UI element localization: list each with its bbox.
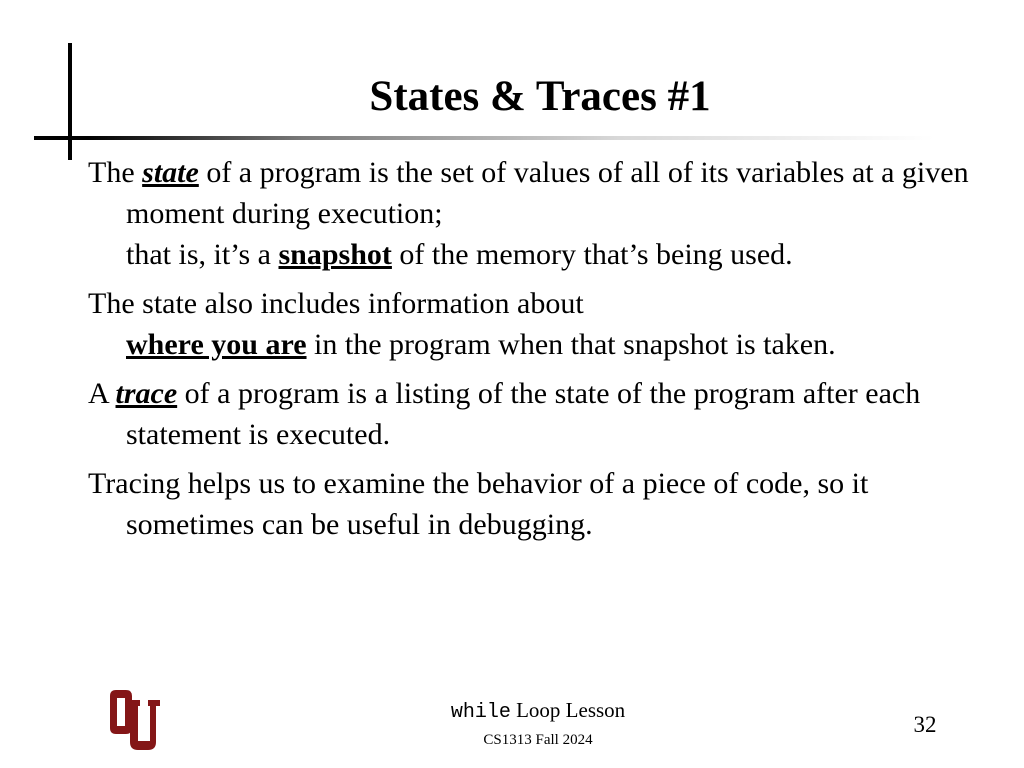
- text-run: Tracing helps us to examine the behavior of a piece of code, so it sometimes can be useful in debugging.: [88, 467, 869, 541]
- paragraph: [88, 373, 988, 455]
- text-run: that is, it’s a: [126, 238, 279, 271]
- frame-vertical-line: [68, 43, 72, 160]
- text-run: of a program is a listing of the state of the program after each statement is executed.: [126, 377, 921, 451]
- term-where-you-are: where you are: [126, 328, 307, 361]
- footer-course: CS1313 Fall 2024: [483, 732, 593, 748]
- footer-code-word: while: [450, 701, 511, 724]
- text-run: of the memory that’s being used.: [391, 238, 793, 271]
- footer-lesson-label: Loop Lesson: [510, 698, 626, 722]
- term-state: state: [142, 156, 199, 189]
- text-run: The: [88, 156, 143, 189]
- paragraph: [88, 463, 988, 545]
- text-run: A: [88, 377, 116, 410]
- term-trace: trace: [115, 377, 178, 410]
- ou-logo-icon: [106, 688, 160, 752]
- slide-title: States & Traces #1: [369, 73, 711, 120]
- term-snapshot: snapshot: [278, 238, 392, 271]
- paragraph: [88, 152, 988, 275]
- text-run: of a program is the set of values of all of its variables at a given moment during execution;: [126, 156, 969, 230]
- frame-horizontal-line: [34, 136, 934, 140]
- slide-body: [88, 152, 988, 553]
- page-number: 32: [913, 712, 937, 737]
- text-run: in the program when that snapshot is taken.: [306, 328, 836, 361]
- paragraph: [88, 283, 988, 365]
- footer-lesson: [380, 696, 696, 751]
- text-run: The state also includes information about: [88, 287, 584, 320]
